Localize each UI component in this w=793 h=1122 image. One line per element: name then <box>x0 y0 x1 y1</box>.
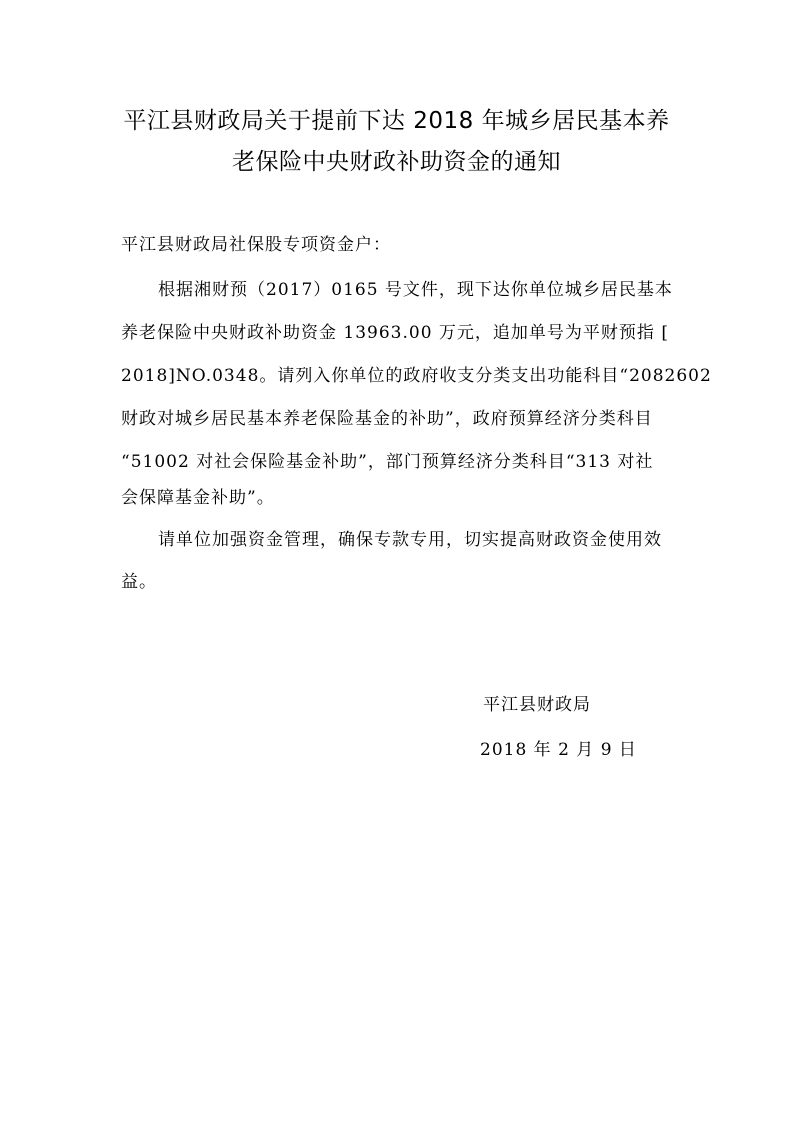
paragraph-1-line: 财政对城乡居民基本养老保险基金的补助”，政府预算经济分类科目 <box>121 409 653 429</box>
paragraph-1-line: 2018]NO.0348。请列入你单位的政府收支分类支出功能科目“2082602 <box>121 366 712 386</box>
paragraph-2-line: 请单位加强资金管理，确保专款专用，切实提高财政资金使用效 <box>158 530 662 550</box>
paragraph-1-line: 养老保险中央财政补助资金 13963.00 万元，追加单号为平财预指 [ <box>121 323 669 343</box>
paragraph-1-line: 根据湘财预（2017）0165 号文件，现下达你单位城乡居民基本 <box>158 280 673 300</box>
paragraph-1-line: “51002 对社会保险基金补助”，部门预算经济分类科目“313 对社 <box>121 452 654 472</box>
paragraph-1-line: 会保障基金补助”。 <box>121 488 275 508</box>
document-title-line-1: 平江县财政局关于提前下达 2018 年城乡居民基本养 <box>123 108 670 134</box>
salutation: 平江县财政局社保股专项资金户： <box>121 235 391 255</box>
signature-date: 2018 年 2 月 9 日 <box>480 740 637 760</box>
paragraph-2-line: 益。 <box>121 572 157 592</box>
document-title-line-2: 老保险中央财政补助资金的通知 <box>232 149 561 175</box>
signature-organization: 平江县财政局 <box>483 695 591 715</box>
